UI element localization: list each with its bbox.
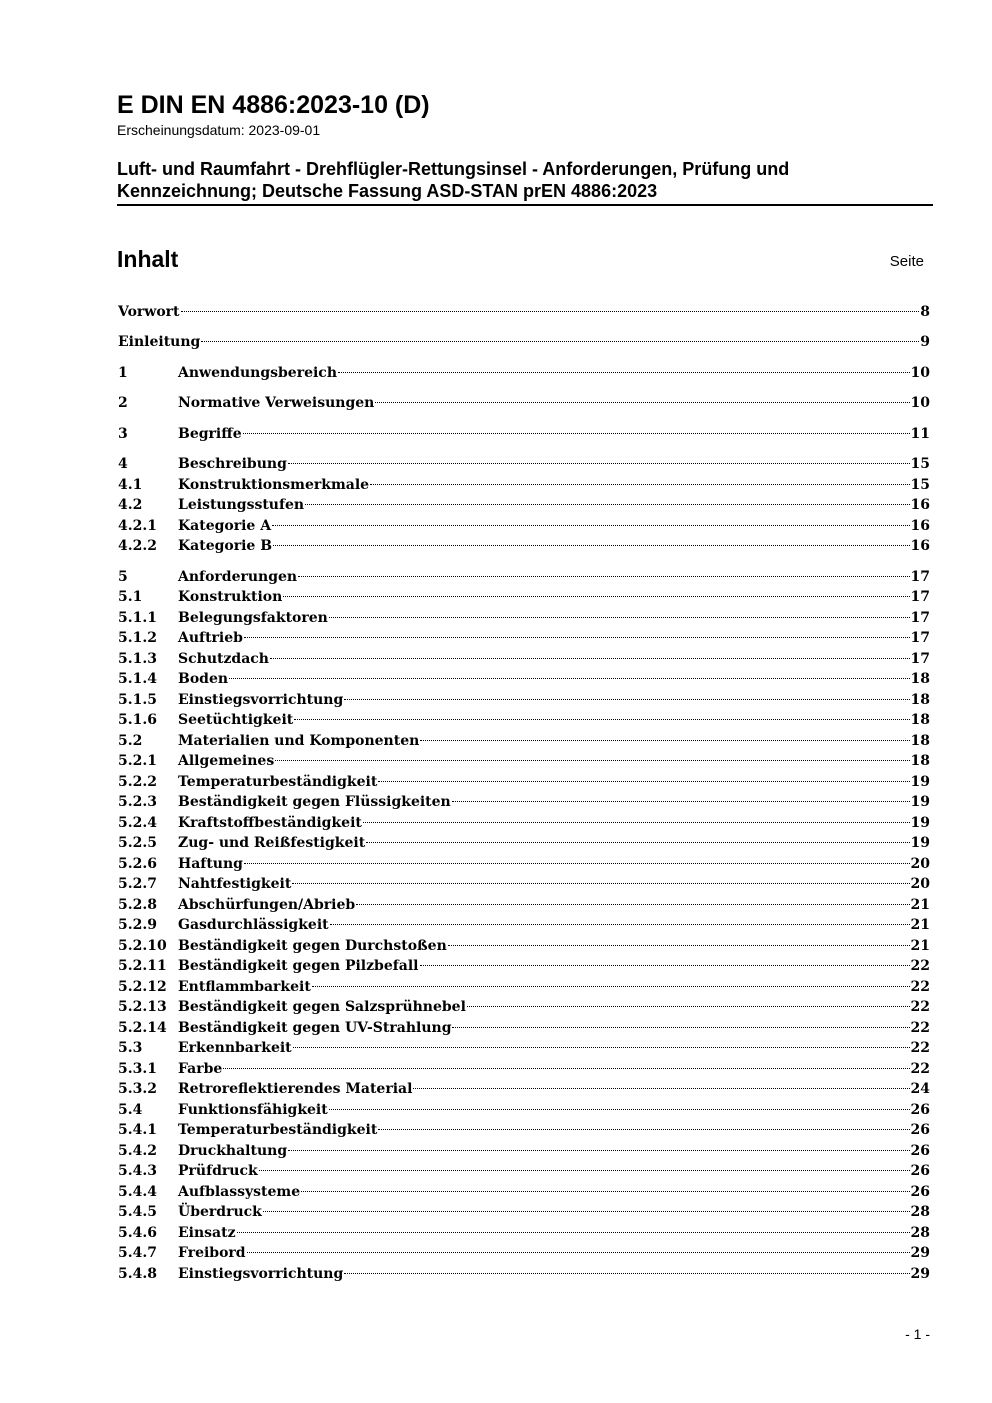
toc-entry-page: 26 — [910, 1102, 930, 1118]
toc-entry-number: 5.2.7 — [118, 876, 157, 892]
toc-entry[interactable] — [118, 536, 930, 556]
toc-dot-leader — [223, 1068, 909, 1069]
toc-entry-label: Haftung — [178, 856, 243, 872]
toc-entry[interactable] — [118, 1182, 930, 1202]
toc-entry-page: 17 — [910, 651, 930, 667]
toc-dot-leader — [181, 311, 920, 312]
toc-dot-leader — [293, 1047, 910, 1048]
toc-entry-page: 24 — [910, 1081, 930, 1097]
toc-entry-number: 5.2.6 — [118, 856, 157, 872]
toc-entry-number: 5.4.4 — [118, 1184, 157, 1200]
toc-entry-label: Materialien und Komponenten — [178, 733, 420, 749]
toc-dot-leader — [467, 1006, 910, 1007]
toc-dot-leader — [312, 986, 910, 987]
toc-entry-page: 17 — [910, 569, 930, 585]
toc-entry-label: Allgemeines — [178, 753, 275, 769]
toc-entry-label: Einstiegsvorrichtung — [178, 1266, 344, 1282]
toc-entry-label: Kategorie B — [178, 538, 273, 554]
toc-entry-page: 22 — [910, 979, 930, 995]
toc-dot-leader — [366, 842, 909, 843]
toc-entry-label: Beständigkeit gegen Salzsprühnebel — [178, 999, 466, 1015]
toc-dot-leader — [375, 402, 909, 403]
toc-dot-leader — [244, 863, 910, 864]
toc-entry-label: Funktionsfähigkeit — [178, 1102, 328, 1118]
toc-dot-leader — [263, 1211, 910, 1212]
toc-entry-page: 26 — [910, 1184, 930, 1200]
toc-entry-page: 18 — [910, 712, 930, 728]
toc-entry-page: 29 — [910, 1245, 930, 1261]
toc-page-column-label: Seite — [889, 253, 924, 270]
toc-entry-number: 4.2.2 — [118, 538, 157, 554]
toc-entry-page: 16 — [910, 497, 930, 513]
toc-entry-number: 5.1.4 — [118, 671, 157, 687]
toc-entry-label: Beständigkeit gegen Durchstoßen — [178, 938, 447, 954]
toc-dot-leader — [338, 372, 910, 373]
toc-entry-page: 17 — [910, 610, 930, 626]
toc-entry-page: 16 — [910, 518, 930, 534]
toc-entry-page: 19 — [910, 794, 930, 810]
toc-entry-number: 5.2.12 — [118, 979, 167, 995]
toc-entry-page: 18 — [910, 753, 930, 769]
toc-entry-label: Einleitung — [118, 334, 201, 350]
toc-entry-label: Erkennbarkeit — [178, 1040, 292, 1056]
toc-entry-label: Konstruktion — [178, 589, 283, 605]
toc-dot-leader — [344, 1273, 909, 1274]
toc-entry[interactable] — [118, 833, 930, 853]
toc-entry-number: 5.1 — [118, 589, 143, 605]
toc-entry-number: 5.3 — [118, 1040, 143, 1056]
toc-entry-number: 5.2.5 — [118, 835, 157, 851]
toc-entry-label: Beständigkeit gegen Pilzbefall — [178, 958, 419, 974]
toc-entry-page: 19 — [910, 835, 930, 851]
toc-entry[interactable] — [118, 1100, 930, 1120]
toc-entry-number: 5.1.1 — [118, 610, 157, 626]
toc-dot-leader — [275, 760, 909, 761]
toc-entry-page: 10 — [910, 395, 930, 411]
toc-dot-leader — [270, 658, 910, 659]
toc-entry-label: Beständigkeit gegen UV-Strahlung — [178, 1020, 452, 1036]
toc-dot-leader — [243, 433, 910, 434]
toc-entry-label: Kategorie A — [178, 518, 272, 534]
toc-entry-label: Belegungsfaktoren — [178, 610, 328, 626]
toc-entry-label: Temperaturbeständigkeit — [178, 774, 378, 790]
toc-entry[interactable] — [118, 567, 930, 587]
toc-dot-leader — [378, 1129, 909, 1130]
toc-entry[interactable] — [118, 772, 930, 792]
toc-dot-leader — [288, 463, 910, 464]
toc-entry[interactable] — [118, 792, 930, 812]
toc-entry[interactable] — [118, 690, 930, 710]
toc-entry-label: Beschreibung — [178, 456, 287, 472]
toc-entry-page: 22 — [910, 1061, 930, 1077]
toc-dot-leader — [329, 1109, 910, 1110]
toc-entry[interactable] — [118, 1223, 930, 1243]
toc-entry-number: 5.2.4 — [118, 815, 157, 831]
toc-entry-number: 5.4.6 — [118, 1225, 157, 1241]
toc-entry[interactable] — [118, 997, 930, 1017]
toc-entry-page: 28 — [910, 1204, 930, 1220]
toc-entry-label: Kraftstoffbeständigkeit — [178, 815, 362, 831]
toc-entry[interactable] — [118, 332, 930, 352]
toc-entry-number: 4.2 — [118, 497, 143, 513]
toc-entry[interactable] — [118, 516, 930, 536]
toc-entry-label: Freibord — [178, 1245, 246, 1261]
toc-entry-label: Beständigkeit gegen Flüssigkeiten — [178, 794, 451, 810]
toc-entry-label: Gasdurchlässigkeit — [178, 917, 329, 933]
toc-entry-number: 5.3.1 — [118, 1061, 157, 1077]
toc-entry-page: 11 — [910, 426, 930, 442]
toc-entry-number: 5.4.8 — [118, 1266, 157, 1282]
toc-entry-page: 22 — [910, 1040, 930, 1056]
toc-dot-leader — [294, 719, 909, 720]
toc-entry[interactable] — [118, 1059, 930, 1079]
toc-entry[interactable] — [118, 731, 930, 751]
toc-entry[interactable] — [118, 956, 930, 976]
toc-entry[interactable] — [118, 1079, 930, 1099]
toc-dot-leader — [237, 1232, 910, 1233]
toc-entry-number: 5.2.14 — [118, 1020, 167, 1036]
toc-entry-number: 5.2.8 — [118, 897, 157, 913]
toc-entry-page: 16 — [910, 538, 930, 554]
toc-dot-leader — [288, 1150, 909, 1151]
toc-entry-label: Normative Verweisungen — [178, 395, 375, 411]
toc-entry-page: 18 — [910, 671, 930, 687]
page-number: - 1 - — [905, 1326, 930, 1342]
toc-entry-label: Boden — [178, 671, 229, 687]
toc-entry-label: Entflammbarkeit — [178, 979, 311, 995]
toc-entry[interactable] — [118, 393, 930, 413]
toc-entry-label: Vorwort — [118, 304, 180, 320]
toc-dot-leader — [244, 637, 910, 638]
toc-entry-page: 19 — [910, 774, 930, 790]
toc-entry[interactable] — [118, 424, 930, 444]
toc-entry-number: 5.2 — [118, 733, 143, 749]
toc-entry-number: 5.2.9 — [118, 917, 157, 933]
toc-entry-number: 5.2.2 — [118, 774, 157, 790]
toc-entry-number: 5.1.6 — [118, 712, 157, 728]
toc-entry[interactable] — [118, 1264, 930, 1284]
toc-entry[interactable] — [118, 751, 930, 771]
toc-entry-number: 5.4.3 — [118, 1163, 157, 1179]
toc-entry-page: 18 — [910, 692, 930, 708]
toc-dot-leader — [301, 1191, 909, 1192]
toc-entry[interactable] — [118, 608, 930, 628]
toc-entry-label: Anwendungsbereich — [178, 365, 337, 381]
toc-entry[interactable] — [118, 977, 930, 997]
toc-entry[interactable] — [118, 1243, 930, 1263]
toc-entry-number: 5.4 — [118, 1102, 143, 1118]
toc-entry-number: 5.1.2 — [118, 630, 157, 646]
toc-dot-leader — [201, 341, 919, 342]
toc-entry-page: 15 — [910, 456, 930, 472]
toc-entry-page: 21 — [910, 917, 930, 933]
toc-dot-leader — [292, 883, 909, 884]
toc-entry-label: Seetüchtigkeit — [178, 712, 294, 728]
toc-entry-label: Retroreflektierendes Material — [178, 1081, 413, 1097]
toc-dot-leader — [420, 740, 909, 741]
toc-dot-leader — [370, 484, 909, 485]
toc-entry-number: 5.2.1 — [118, 753, 157, 769]
toc-dot-leader — [247, 1252, 910, 1253]
toc-entry-number: 5.2.3 — [118, 794, 157, 810]
toc-entry-page: 26 — [910, 1143, 930, 1159]
toc-entry-number: 5.1.3 — [118, 651, 157, 667]
toc-entry[interactable] — [118, 874, 930, 894]
toc-entry-number: 5 — [118, 569, 128, 585]
toc-entry[interactable] — [118, 710, 930, 730]
toc-dot-leader — [329, 617, 910, 618]
toc-entry-label: Einsatz — [178, 1225, 236, 1241]
toc-entry-label: Schutzdach — [178, 651, 269, 667]
toc-heading: Inhalt — [117, 246, 179, 272]
toc-entry[interactable] — [118, 895, 930, 915]
toc-dot-leader — [452, 801, 910, 802]
toc-entry-page: 20 — [910, 856, 930, 872]
toc-entry-page: 21 — [910, 897, 930, 913]
toc-entry[interactable] — [118, 363, 930, 383]
toc-entry-page: 28 — [910, 1225, 930, 1241]
toc-entry-number: 5.2.13 — [118, 999, 167, 1015]
document-title: Luft- und Raumfahrt - Drehflügler-Rettungsinsel - Anforderungen, Prüfung und Kennzeichnung; Deutsche Fassung ASD-STAN prEN 4886:2023 — [117, 158, 933, 206]
toc-entry-label: Prüfdruck — [178, 1163, 258, 1179]
toc-entry-number: 5.4.7 — [118, 1245, 157, 1261]
toc-entry-number: 5.2.10 — [118, 938, 167, 954]
toc-entry-label: Druckhaltung — [178, 1143, 288, 1159]
toc-entry-page: 9 — [920, 334, 930, 350]
toc-entry-page: 26 — [910, 1122, 930, 1138]
toc-entry-number: 5.3.2 — [118, 1081, 157, 1097]
toc-entry-number: 5.4.1 — [118, 1122, 157, 1138]
toc-entry-label: Leistungsstufen — [178, 497, 305, 513]
toc-dot-leader — [272, 525, 909, 526]
toc-dot-leader — [298, 576, 909, 577]
toc-entry-label: Auftrieb — [178, 630, 243, 646]
toc-entry[interactable] — [118, 1161, 930, 1181]
toc-entry[interactable] — [118, 1202, 930, 1222]
toc-dot-leader — [378, 781, 909, 782]
toc-entry[interactable] — [118, 587, 930, 607]
toc-entry-label: Anforderungen — [178, 569, 298, 585]
toc-entry-page: 21 — [910, 938, 930, 954]
toc-entry-number: 5.1.5 — [118, 692, 157, 708]
toc-entry[interactable] — [118, 854, 930, 874]
toc-entry-number: 4 — [118, 456, 128, 472]
toc-entry-label: Farbe — [178, 1061, 223, 1077]
toc-entry[interactable] — [118, 454, 930, 474]
toc-entry-label: Überdruck — [178, 1204, 262, 1220]
toc-entry[interactable] — [118, 495, 930, 515]
toc-entry-number: 4.2.1 — [118, 518, 157, 534]
toc-entry-number: 2 — [118, 395, 128, 411]
toc-entry-page: 22 — [910, 999, 930, 1015]
document-id: E DIN EN 4886:2023-10 (D) — [117, 91, 430, 119]
toc-entry[interactable] — [118, 1018, 930, 1038]
toc-entry-page: 17 — [910, 630, 930, 646]
toc-entry[interactable] — [118, 1141, 930, 1161]
toc-dot-leader — [420, 965, 910, 966]
toc-entry-page: 15 — [910, 477, 930, 493]
toc-dot-leader — [305, 504, 909, 505]
toc-dot-leader — [330, 924, 910, 925]
toc-entry-label: Zug- und Reißfestigkeit — [178, 835, 366, 851]
toc-entry-number: 5.4.5 — [118, 1204, 157, 1220]
toc-dot-leader — [363, 822, 910, 823]
toc-entry-page: 8 — [920, 304, 930, 320]
toc-entry-page: 19 — [910, 815, 930, 831]
toc-dot-leader — [452, 1027, 909, 1028]
toc-entry-page: 10 — [910, 365, 930, 381]
toc-entry[interactable] — [118, 649, 930, 669]
toc-entry[interactable] — [118, 1120, 930, 1140]
toc-entry-label: Einstiegsvorrichtung — [178, 692, 344, 708]
toc-entry[interactable] — [118, 1038, 930, 1058]
toc-entry-label: Konstruktionsmerkmale — [178, 477, 370, 493]
toc-entry[interactable] — [118, 936, 930, 956]
toc-entry[interactable] — [118, 302, 930, 322]
toc-entry[interactable] — [118, 915, 930, 935]
toc-dot-leader — [283, 596, 909, 597]
toc-entry-page: 29 — [910, 1266, 930, 1282]
toc-dot-leader — [448, 945, 910, 946]
toc-entry-page: 20 — [910, 876, 930, 892]
toc-entry-label: Temperaturbeständigkeit — [178, 1122, 378, 1138]
toc-entry[interactable] — [118, 628, 930, 648]
toc-entry-number: 5.2.11 — [118, 958, 167, 974]
toc-entry-label: Abschürfungen/Abrieb — [178, 897, 356, 913]
toc-entry-page: 22 — [910, 1020, 930, 1036]
toc-dot-leader — [229, 678, 909, 679]
toc-entry-number: 5.4.2 — [118, 1143, 157, 1159]
toc-entry[interactable] — [118, 475, 930, 495]
toc-dot-leader — [413, 1088, 909, 1089]
toc-dot-leader — [356, 904, 909, 905]
toc-entry-page: 26 — [910, 1163, 930, 1179]
toc-entry-number: 4.1 — [118, 477, 143, 493]
toc-entry-page: 22 — [910, 958, 930, 974]
toc-entry-label: Nahtfestigkeit — [178, 876, 292, 892]
toc-entry[interactable] — [118, 813, 930, 833]
toc-entry[interactable] — [118, 669, 930, 689]
toc-entry-page: 17 — [910, 589, 930, 605]
toc-dot-leader — [273, 545, 909, 546]
toc-dot-leader — [259, 1170, 910, 1171]
toc-entry-label: Begriffe — [178, 426, 242, 442]
publication-date: Erscheinungsdatum: 2023-09-01 — [117, 122, 321, 138]
toc-entry-number: 3 — [118, 426, 128, 442]
toc-dot-leader — [344, 699, 909, 700]
toc-entry-page: 18 — [910, 733, 930, 749]
toc-entry-number: 1 — [118, 365, 128, 381]
toc-entry-label: Aufblassysteme — [178, 1184, 301, 1200]
